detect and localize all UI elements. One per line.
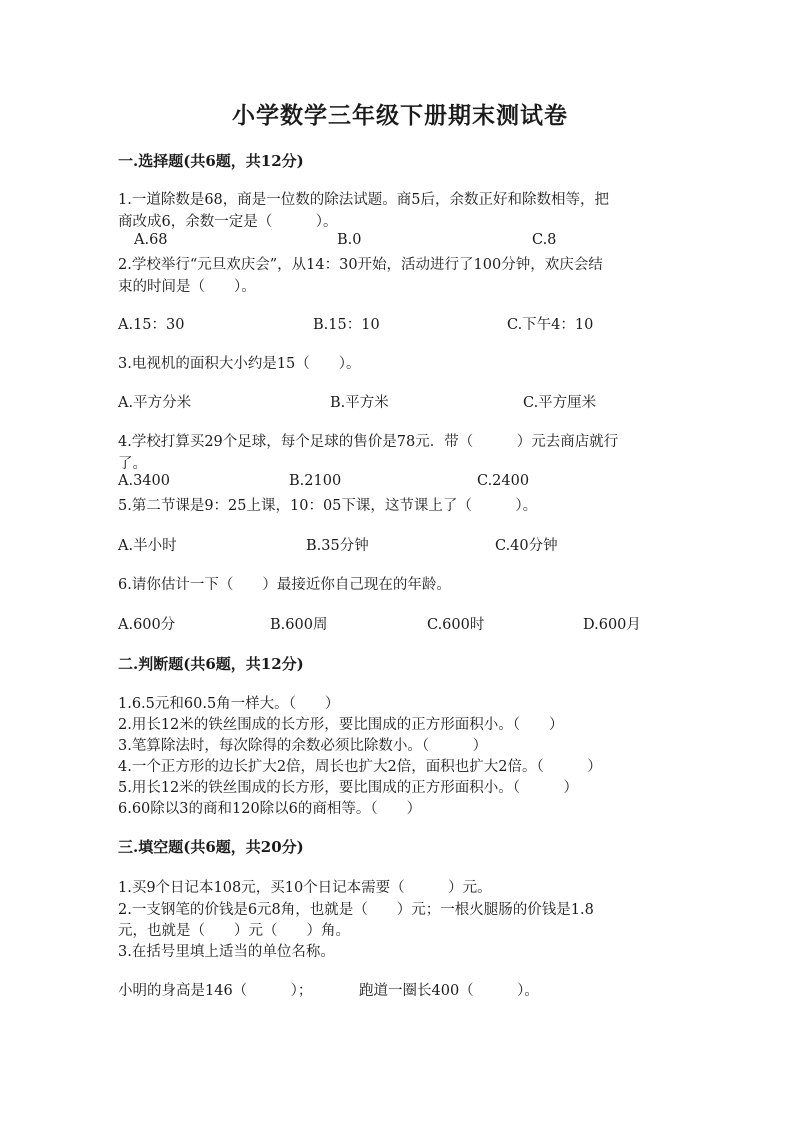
option-c: C.2400 bbox=[477, 473, 530, 489]
fill-item: 2.一支钢笔的价钱是6元8角，也就是（ ）元；一根火腿肠的价钱是1.8 bbox=[118, 902, 594, 918]
section-heading-judgement: 二.判断题(共6题，共12分) bbox=[118, 655, 304, 673]
fill-blank-height: 小明的身高是146（ ）； bbox=[118, 983, 313, 999]
statement-item: 2.用长12米的铁丝围成的长方形，要比围成的正方形面积小。（ ） bbox=[118, 717, 564, 733]
option-a: A.15：30 bbox=[118, 317, 185, 333]
statement-item: 4.一个正方形的边长扩大2倍，周长也扩大2倍，面积也扩大2倍。（ ） bbox=[118, 759, 602, 775]
section-heading-choice: 一.选择题(共6题，共12分) bbox=[118, 152, 304, 170]
option-d: D.600月 bbox=[583, 617, 641, 633]
fill-item: 1.买9个日记本108元，买10个日记本需要（ ）元。 bbox=[118, 880, 492, 896]
option-c: C.8 bbox=[532, 232, 557, 248]
option-a: A.600分 bbox=[118, 617, 176, 633]
section-heading-fill: 三.填空题(共6题，共20分) bbox=[118, 838, 304, 856]
question-text: 2.学校举行“元旦欢庆会”，从14：30开始，活动进行了100分钟，欢庆会结 bbox=[118, 257, 603, 273]
option-b: B.15：10 bbox=[313, 317, 380, 333]
option-b: B.2100 bbox=[289, 473, 342, 489]
statement-item: 5.用长12米的铁丝围成的长方形，要比围成的正方形面积小。（ ） bbox=[118, 780, 579, 796]
statement-item: 6.60除以3的商和120除以6的商相等。（ ） bbox=[118, 801, 422, 817]
question-text: 束的时间是（ ）。 bbox=[118, 279, 256, 295]
statement-item: 3.笔算除法时，每次除得的余数必须比除数小。（ ） bbox=[118, 738, 488, 754]
option-a: A.68 bbox=[134, 232, 168, 248]
option-a: A.平方分米 bbox=[118, 395, 192, 411]
option-c: C.40分钟 bbox=[495, 538, 558, 554]
question-text: 了。 bbox=[118, 456, 147, 472]
option-b: B.0 bbox=[337, 232, 362, 248]
fill-item: 3.在括号里填上适当的单位名称。 bbox=[118, 944, 335, 960]
option-a: A.半小时 bbox=[118, 538, 177, 554]
question-text: 3.电视机的面积大小约是15（ ）。 bbox=[118, 356, 361, 372]
fill-item: 元，也就是（ ）元（ ）角。 bbox=[118, 923, 350, 939]
option-c: C.平方厘米 bbox=[523, 395, 597, 411]
question-text: 5.第二节课是9：25上课，10：05下课，这节课上了（ ）。 bbox=[118, 498, 538, 514]
option-a: A.3400 bbox=[118, 473, 170, 489]
fill-blank-track: 跑道一圈长400（ ）。 bbox=[359, 983, 539, 999]
page-title: 小学数学三年级下册期末测试卷 bbox=[232, 102, 568, 129]
option-c: C.600时 bbox=[427, 617, 485, 633]
option-b: B.平方米 bbox=[330, 395, 389, 411]
statement-item: 1.6.5元和60.5角一样大。（ ） bbox=[118, 696, 340, 712]
question-text: 4.学校打算买29个足球，每个足球的售价是78元．带（ ）元去商店就行 bbox=[118, 434, 619, 450]
option-c: C.下午4：10 bbox=[507, 317, 594, 333]
question-text: 6.请你估计一下（ ）最接近你自己现在的年龄。 bbox=[118, 577, 451, 593]
option-b: B.600周 bbox=[270, 617, 328, 633]
option-b: B.35分钟 bbox=[306, 538, 369, 554]
question-text: 商改成6，余数一定是（ ）。 bbox=[118, 214, 338, 230]
question-text: 1.一道除数是68，商是一位数的除法试题。商5后，余数正好和除数相等，把 bbox=[118, 192, 610, 208]
